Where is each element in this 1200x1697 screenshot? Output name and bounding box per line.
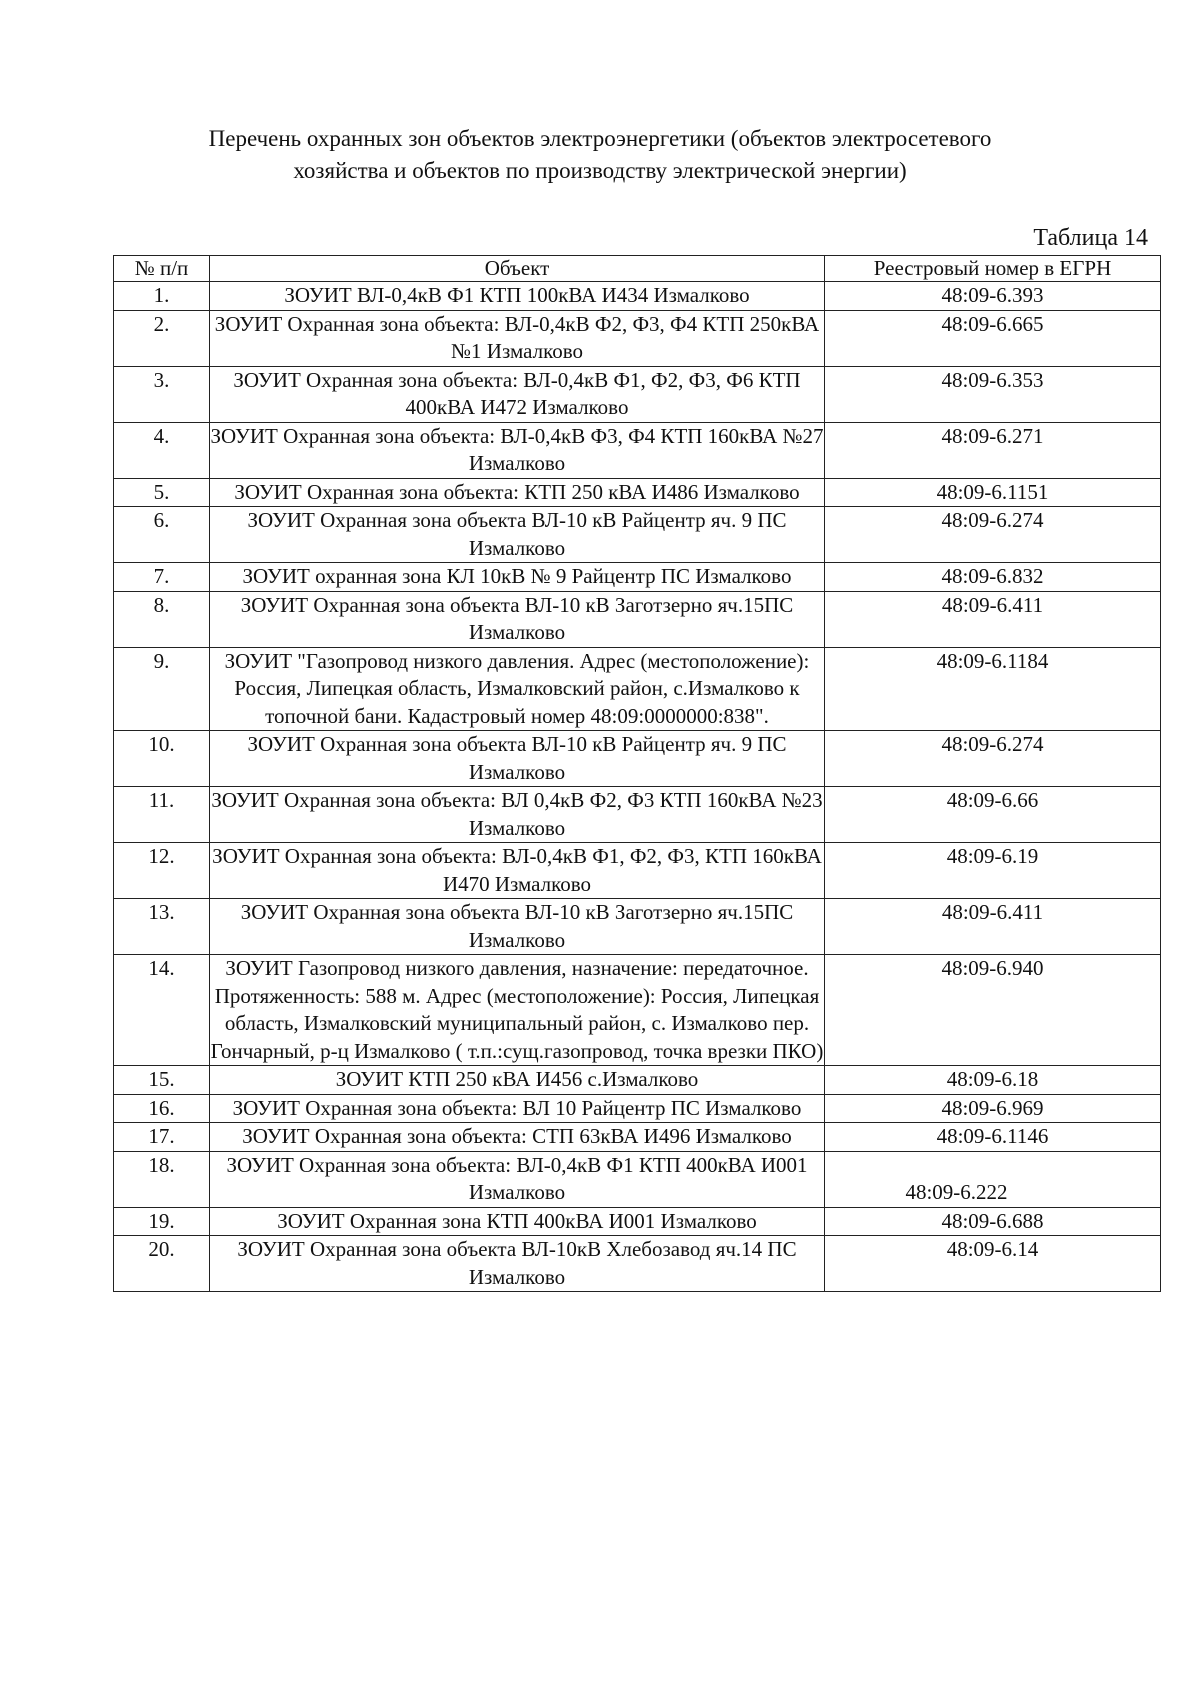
row-number: 13. — [114, 899, 210, 955]
row-number: 2. — [114, 310, 210, 366]
row-number: 18. — [114, 1151, 210, 1207]
row-registry-number: 48:09-6.14 — [825, 1236, 1161, 1292]
row-number: 8. — [114, 591, 210, 647]
row-object: ЗОУИТ Охранная зона КТП 400кВА И001 Измалково — [210, 1207, 825, 1236]
table-row — [114, 1123, 1161, 1152]
table-row — [114, 478, 1161, 507]
row-object: ЗОУИТ Охранная зона объекта: ВЛ-0,4кВ Ф1, Ф2, Ф3, КТП 160кВА И470 Измалково — [210, 843, 825, 899]
row-registry-number: 48:09-6.66 — [825, 787, 1161, 843]
row-object: ЗОУИТ Охранная зона объекта: КТП 250 кВА И486 Измалково — [210, 478, 825, 507]
row-registry-number: 48:09-6.1184 — [825, 647, 1161, 731]
row-object: ЗОУИТ Охранная зона объекта ВЛ-10 кВ Райцентр яч. 9 ПС Измалково — [210, 507, 825, 563]
row-registry-number: 48:09-6.19 — [825, 843, 1161, 899]
row-object: ЗОУИТ "Газопровод низкого давления. Адрес (местоположение): Россия, Липецкая область, Измалковский район, с.Измалково к топочной бани. Кадастровый номер 48:09:0000000:838". — [210, 647, 825, 731]
row-object: ЗОУИТ Охранная зона объекта: ВЛ 10 Райцентр ПС Измалково — [210, 1094, 825, 1123]
table-row — [114, 1151, 1161, 1207]
table-row — [114, 1207, 1161, 1236]
table-row — [114, 563, 1161, 592]
row-number: 19. — [114, 1207, 210, 1236]
row-object: ЗОУИТ Охранная зона объекта: ВЛ-0,4кВ Ф1, Ф2, Ф3, Ф6 КТП 400кВА И472 Измалково — [210, 366, 825, 422]
row-number: 20. — [114, 1236, 210, 1292]
table-row — [114, 647, 1161, 731]
row-registry-number: 48:09-6.1151 — [825, 478, 1161, 507]
row-object: ЗОУИТ Охранная зона объекта: ВЛ 0,4кВ Ф2, Ф3 КТП 160кВА №23 Измалково — [210, 787, 825, 843]
row-number: 5. — [114, 478, 210, 507]
table-row — [114, 591, 1161, 647]
row-number: 16. — [114, 1094, 210, 1123]
header-registry-number: Реестровый номер в ЕГРН — [825, 256, 1161, 282]
row-registry-number: 48:09-6.832 — [825, 563, 1161, 592]
row-registry-number: 48:09-6.969 — [825, 1094, 1161, 1123]
header-number: № п/п — [114, 256, 210, 282]
header-object: Объект — [210, 256, 825, 282]
row-object: ЗОУИТ Охранная зона объекта ВЛ-10кВ Хлебозавод яч.14 ПС Измалково — [210, 1236, 825, 1292]
table-row — [114, 422, 1161, 478]
table-row — [114, 731, 1161, 787]
row-registry-number: 48:09-6.393 — [825, 282, 1161, 311]
document-title — [100, 123, 1100, 187]
row-number: 3. — [114, 366, 210, 422]
row-number: 1. — [114, 282, 210, 311]
row-object: ЗОУИТ Охранная зона объекта: СТП 63кВА И496 Измалково — [210, 1123, 825, 1152]
table-row — [114, 310, 1161, 366]
row-object: ЗОУИТ Охранная зона объекта ВЛ-10 кВ Райцентр яч. 9 ПС Измалково — [210, 731, 825, 787]
row-registry-number: 48:09-6.665 — [825, 310, 1161, 366]
table-row — [114, 282, 1161, 311]
table-row — [114, 1236, 1161, 1292]
row-object: ЗОУИТ Охранная зона объекта: ВЛ-0,4кВ Ф2, Ф3, Ф4 КТП 250кВА №1 Измалково — [210, 310, 825, 366]
row-object: ЗОУИТ КТП 250 кВА И456 с.Измалково — [210, 1066, 825, 1095]
table-label: Таблица 14 — [1033, 225, 1148, 251]
table-row — [114, 899, 1161, 955]
document-title-line-2: хозяйства и объектов по производству электрической энергии) — [293, 158, 907, 183]
table-row — [114, 955, 1161, 1066]
row-registry-number: 48:09-6.1146 — [825, 1123, 1161, 1152]
row-number: 11. — [114, 787, 210, 843]
row-number: 9. — [114, 647, 210, 731]
table-row — [114, 366, 1161, 422]
row-object: ЗОУИТ ВЛ-0,4кВ Ф1 КТП 100кВА И434 Измалково — [210, 282, 825, 311]
row-registry-number: 48:09-6.274 — [825, 507, 1161, 563]
row-number: 10. — [114, 731, 210, 787]
row-object: ЗОУИТ Охранная зона объекта: ВЛ-0,4кВ Ф3, Ф4 КТП 160кВА №27 Измалково — [210, 422, 825, 478]
row-registry-number: 48:09-6.411 — [825, 899, 1161, 955]
row-registry-number — [825, 1151, 1161, 1207]
row-registry-number: 48:09-6.688 — [825, 1207, 1161, 1236]
document-title-line-1: Перечень охранных зон объектов электроэнергетики (объектов электросетевого — [208, 126, 992, 151]
row-registry-number-text: 48:09-6.222 — [905, 1180, 1008, 1204]
table-row — [114, 1066, 1161, 1095]
table-row — [114, 843, 1161, 899]
row-object: ЗОУИТ Охранная зона объекта ВЛ-10 кВ Заготзерно яч.15ПС Измалково — [210, 899, 825, 955]
row-number: 12. — [114, 843, 210, 899]
row-number: 17. — [114, 1123, 210, 1152]
row-registry-number: 48:09-6.274 — [825, 731, 1161, 787]
row-registry-number: 48:09-6.271 — [825, 422, 1161, 478]
row-object: ЗОУИТ Охранная зона объекта ВЛ-10 кВ Заготзерно яч.15ПС Измалково — [210, 591, 825, 647]
row-registry-number: 48:09-6.18 — [825, 1066, 1161, 1095]
table-row — [114, 787, 1161, 843]
row-registry-number: 48:09-6.353 — [825, 366, 1161, 422]
row-registry-number: 48:09-6.411 — [825, 591, 1161, 647]
table-header-row — [114, 256, 1161, 282]
row-number: 15. — [114, 1066, 210, 1095]
table-row — [114, 1094, 1161, 1123]
row-object: ЗОУИТ Охранная зона объекта: ВЛ-0,4кВ Ф1 КТП 400кВА И001 Измалково — [210, 1151, 825, 1207]
row-number: 6. — [114, 507, 210, 563]
row-object: ЗОУИТ охранная зона КЛ 10кВ № 9 Райцентр ПС Измалково — [210, 563, 825, 592]
row-object: ЗОУИТ Газопровод низкого давления, назначение: передаточное. Протяженность: 588 м. Адрес (местоположение): Россия, Липецкая область, Измалковский муниципальный район, с. Измалково пер. Гончарный, р-ц Измалково ( т.п.:сущ.газопровод, точка врезки ПКО) — [210, 955, 825, 1066]
row-number: 14. — [114, 955, 210, 1066]
row-registry-number: 48:09-6.940 — [825, 955, 1161, 1066]
table-row — [114, 507, 1161, 563]
row-number: 7. — [114, 563, 210, 592]
protection-zones-table — [113, 255, 1161, 1292]
row-number: 4. — [114, 422, 210, 478]
